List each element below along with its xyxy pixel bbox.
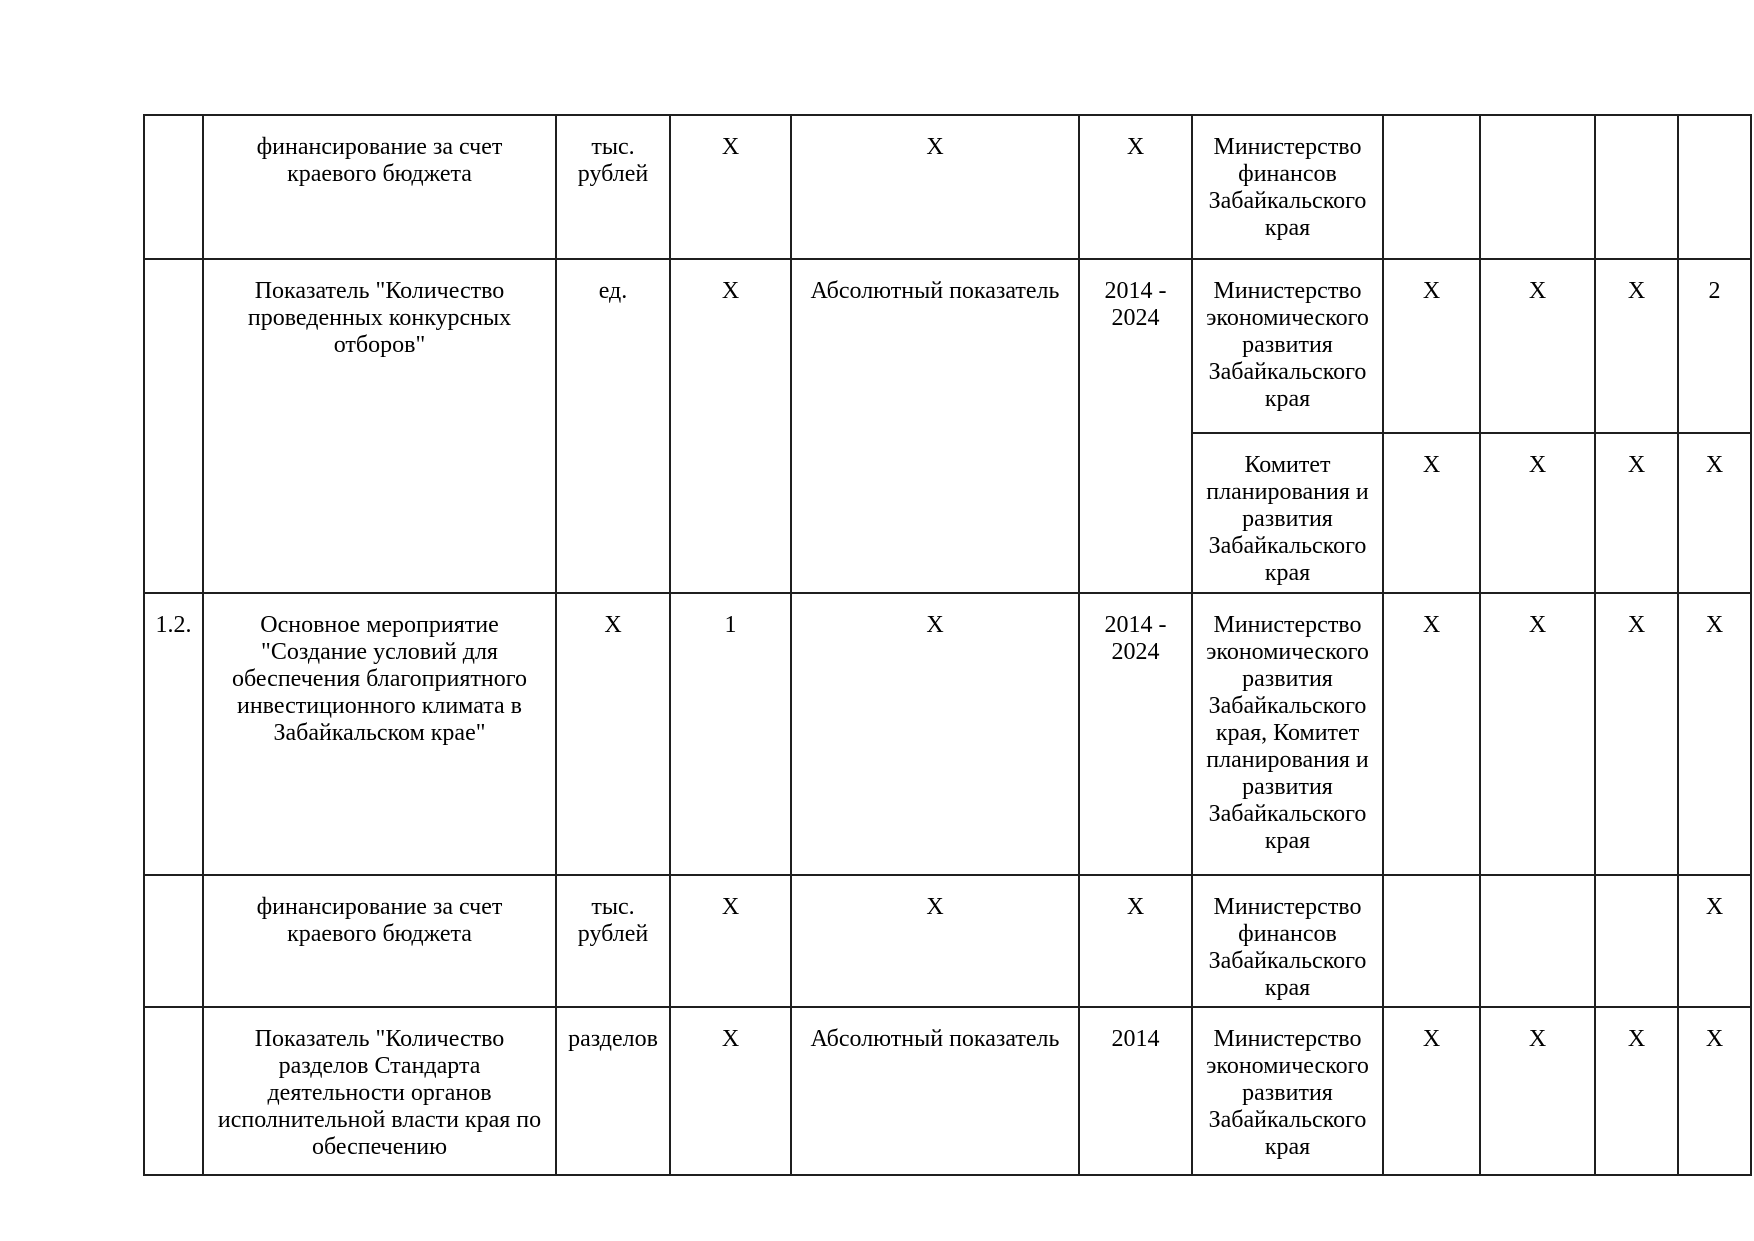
cell-value-4 (1678, 115, 1751, 259)
cell-unit: X (556, 593, 670, 875)
cell-executor: Комитет планирования и развития Забайкальского края (1192, 433, 1383, 593)
cell-period: X (1079, 875, 1192, 1007)
cell-value-3: X (1595, 1007, 1678, 1175)
cell-value-4: X (1678, 433, 1751, 593)
cell-value-2 (1480, 875, 1595, 1007)
cell-value-1 (1383, 875, 1480, 1007)
cell-absolute-flag: X (670, 259, 791, 593)
cell-value-1: X (1383, 433, 1480, 593)
cell-value-1: X (1383, 593, 1480, 875)
table-row-main-activity-1-2 (144, 593, 1751, 875)
cell-name: финансирование за счет краевого бюджета (203, 115, 556, 259)
cell-executor: Министерство экономического развития Забайкальского края (1192, 1007, 1383, 1175)
table-row-financing-1 (144, 115, 1751, 259)
cell-executor: Министерство финансов Забайкальского края (1192, 875, 1383, 1007)
cell-value-1: X (1383, 259, 1480, 433)
cell-value-3 (1595, 115, 1678, 259)
cell-indicator-type: Абсолютный показатель (791, 1007, 1079, 1175)
cell-name: Показатель "Количество проведенных конкурсных отборов" (203, 259, 556, 593)
cell-period: 2014 (1079, 1007, 1192, 1175)
cell-value-4: X (1678, 1007, 1751, 1175)
cell-number (144, 115, 203, 259)
table-row-indicator-standard-sections (144, 1007, 1751, 1175)
cell-value-4: X (1678, 875, 1751, 1007)
cell-value-1 (1383, 115, 1480, 259)
cell-value-1: X (1383, 1007, 1480, 1175)
cell-absolute-flag: 1 (670, 593, 791, 875)
cell-name: Основное мероприятие "Создание условий для обеспечения благоприятного инвестиционного климата в Забайкальском крае" (203, 593, 556, 875)
cell-absolute-flag: X (670, 1007, 791, 1175)
cell-absolute-flag: X (670, 875, 791, 1007)
cell-value-4: X (1678, 593, 1751, 875)
cell-value-2: X (1480, 1007, 1595, 1175)
cell-indicator-type: X (791, 115, 1079, 259)
cell-unit: тыс. рублей (556, 115, 670, 259)
table-row-financing-2 (144, 875, 1751, 1007)
cell-executor: Министерство экономического развития Забайкальского края, Комитет планирования и развития Забайкальского края (1192, 593, 1383, 875)
cell-indicator-type: X (791, 875, 1079, 1007)
cell-period: 2014 - 2024 (1079, 593, 1192, 875)
cell-unit: ед. (556, 259, 670, 593)
cell-period: X (1079, 115, 1192, 259)
cell-executor: Министерство финансов Забайкальского края (1192, 115, 1383, 259)
cell-indicator-type: X (791, 593, 1079, 875)
cell-name: Показатель "Количество разделов Стандарта деятельности органов исполнительной власти края по обеспечению (203, 1007, 556, 1175)
cell-number: 1.2. (144, 593, 203, 875)
cell-indicator-type: Абсолютный показатель (791, 259, 1079, 593)
cell-value-2: X (1480, 593, 1595, 875)
program-indicators-table (143, 114, 1752, 1176)
cell-value-3 (1595, 875, 1678, 1007)
cell-value-2: X (1480, 259, 1595, 433)
cell-executor: Министерство экономического развития Забайкальского края (1192, 259, 1383, 433)
cell-number (144, 875, 203, 1007)
cell-value-3: X (1595, 259, 1678, 433)
table-row-indicator-selections (144, 259, 1751, 433)
cell-unit: разделов (556, 1007, 670, 1175)
cell-name: финансирование за счет краевого бюджета (203, 875, 556, 1007)
cell-value-2: X (1480, 433, 1595, 593)
cell-value-2 (1480, 115, 1595, 259)
cell-number (144, 1007, 203, 1175)
cell-value-4: 2 (1678, 259, 1751, 433)
cell-unit: тыс. рублей (556, 875, 670, 1007)
cell-period: 2014 - 2024 (1079, 259, 1192, 593)
cell-absolute-flag: X (670, 115, 791, 259)
cell-value-3: X (1595, 433, 1678, 593)
cell-value-3: X (1595, 593, 1678, 875)
cell-number (144, 259, 203, 593)
